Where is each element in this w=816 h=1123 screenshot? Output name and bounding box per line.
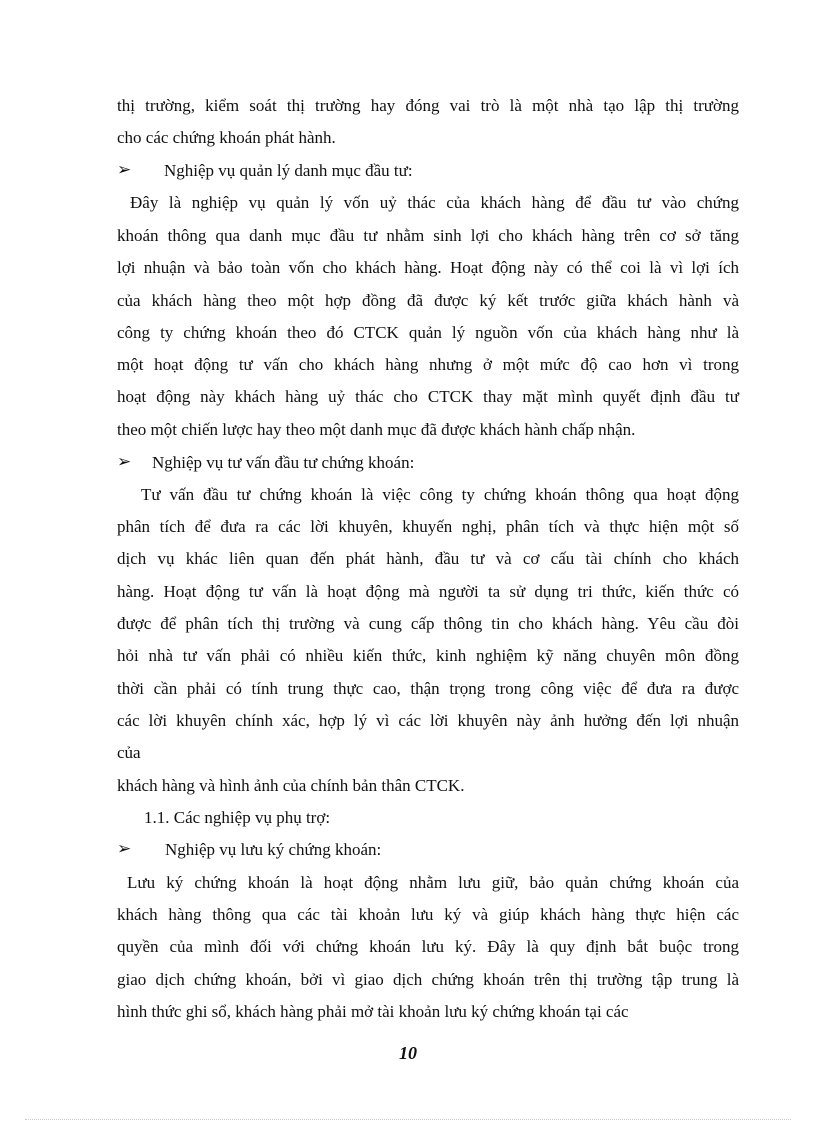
body-text-line: cho các chứng khoán phát hành. [117, 128, 336, 147]
body-text-line: hình thức ghi sổ, khách hàng phải mở tài khoản lưu ký chứng khoán tại các [117, 1002, 629, 1021]
body-text-line: giao dịch chứng khoán, bởi vì giao dịch chứng khoán trên thị trường tập trung là [117, 970, 739, 989]
body-text-line: công ty chứng khoán theo đó CTCK quản lý nguồn vốn của khách hàng như là [117, 323, 739, 342]
body-text-line: hỏi nhà tư vấn phải có nhiều kiến thức, kinh nghiệm kỹ năng chuyên môn đồng [117, 646, 739, 665]
body-text-line: hàng. Hoạt động tư vấn là hoạt động mà người ta sử dụng tri thức, kiến thức có [117, 582, 739, 601]
section-heading: Nghiệp vụ tư vấn đầu tư chứng khoán: [152, 453, 415, 472]
body-text-line: lợi nhuận và bảo toàn vốn cho khách hàng. Hoạt động này có thể coi là vì lợi ích [117, 258, 739, 277]
body-text-line: khoán thông qua danh mục đầu tư nhằm sinh lợi cho khách hàng trên cơ sở tăng [117, 226, 739, 245]
page-number: 10 [399, 1043, 417, 1063]
section-heading: Nghiệp vụ quản lý danh mục đầu tư: [164, 161, 413, 180]
body-text-line: được để phân tích thị trường và cung cấp thông tin cho khách hàng. Yêu cầu đòi [117, 614, 739, 633]
subsection-heading: 1.1. Các nghiệp vụ phụ trợ: [144, 808, 331, 827]
page-bottom-divider [25, 1119, 791, 1120]
body-text-line: phân tích để đưa ra các lời khuyên, khuyến nghị, phân tích và thực hiện một số [117, 517, 739, 536]
arrow-bullet-icon: ➢ [117, 839, 132, 858]
body-text-line: khách hàng và hình ảnh của chính bản thân CTCK. [117, 776, 465, 795]
body-text-line: của khách hàng theo một hợp đồng đã được ký kết trước giữa khách hành và [117, 291, 739, 310]
body-text-line: thị trường, kiểm soát thị trường hay đóng vai trò là một nhà tạo lập thị trường [117, 96, 739, 115]
body-text-line: theo một chiến lược hay theo một danh mục đã được khách hành chấp nhận. [117, 420, 636, 439]
body-text-line: quyền của mình đối với chứng khoán lưu ký. Đây là quy định bắt buộc trong [117, 937, 739, 956]
body-text-line: của [117, 743, 141, 762]
body-text-line: Đây là nghiệp vụ quản lý vốn uỷ thác của khách hàng để đầu tư vào chứng [130, 193, 739, 212]
body-text-line: hoạt động này khách hàng uỷ thác cho CTCK thay mặt mình quyết định đầu tư [117, 387, 739, 406]
body-text-line: thời cần phải có tính trung thực cao, thận trọng trong công việc để đưa ra được [117, 679, 739, 698]
body-text-line: Tư vấn đầu tư chứng khoán là việc công ty chứng khoán thông qua hoạt động [141, 485, 739, 504]
arrow-bullet-icon: ➢ [117, 452, 132, 471]
body-text-line: khách hàng thông qua các tài khoản lưu ký và giúp khách hàng thực hiện các [117, 905, 739, 924]
section-heading: Nghiệp vụ lưu ký chứng khoán: [165, 840, 382, 859]
body-text-line: một hoạt động tư vấn cho khách hàng nhưng ở một mức độ cao hơn vì trong [117, 355, 739, 374]
arrow-bullet-icon: ➢ [117, 160, 132, 179]
body-text-line: Lưu ký chứng khoán là hoạt động nhằm lưu giữ, bảo quản chứng khoán của [127, 873, 739, 892]
body-text-line: các lời khuyên chính xác, hợp lý vì các lời khuyên này ảnh hưởng đến lợi nhuận [117, 711, 739, 730]
body-text-line: dịch vụ khác liên quan đến phát hành, đầu tư và cơ cấu tài chính cho khách [117, 549, 739, 568]
